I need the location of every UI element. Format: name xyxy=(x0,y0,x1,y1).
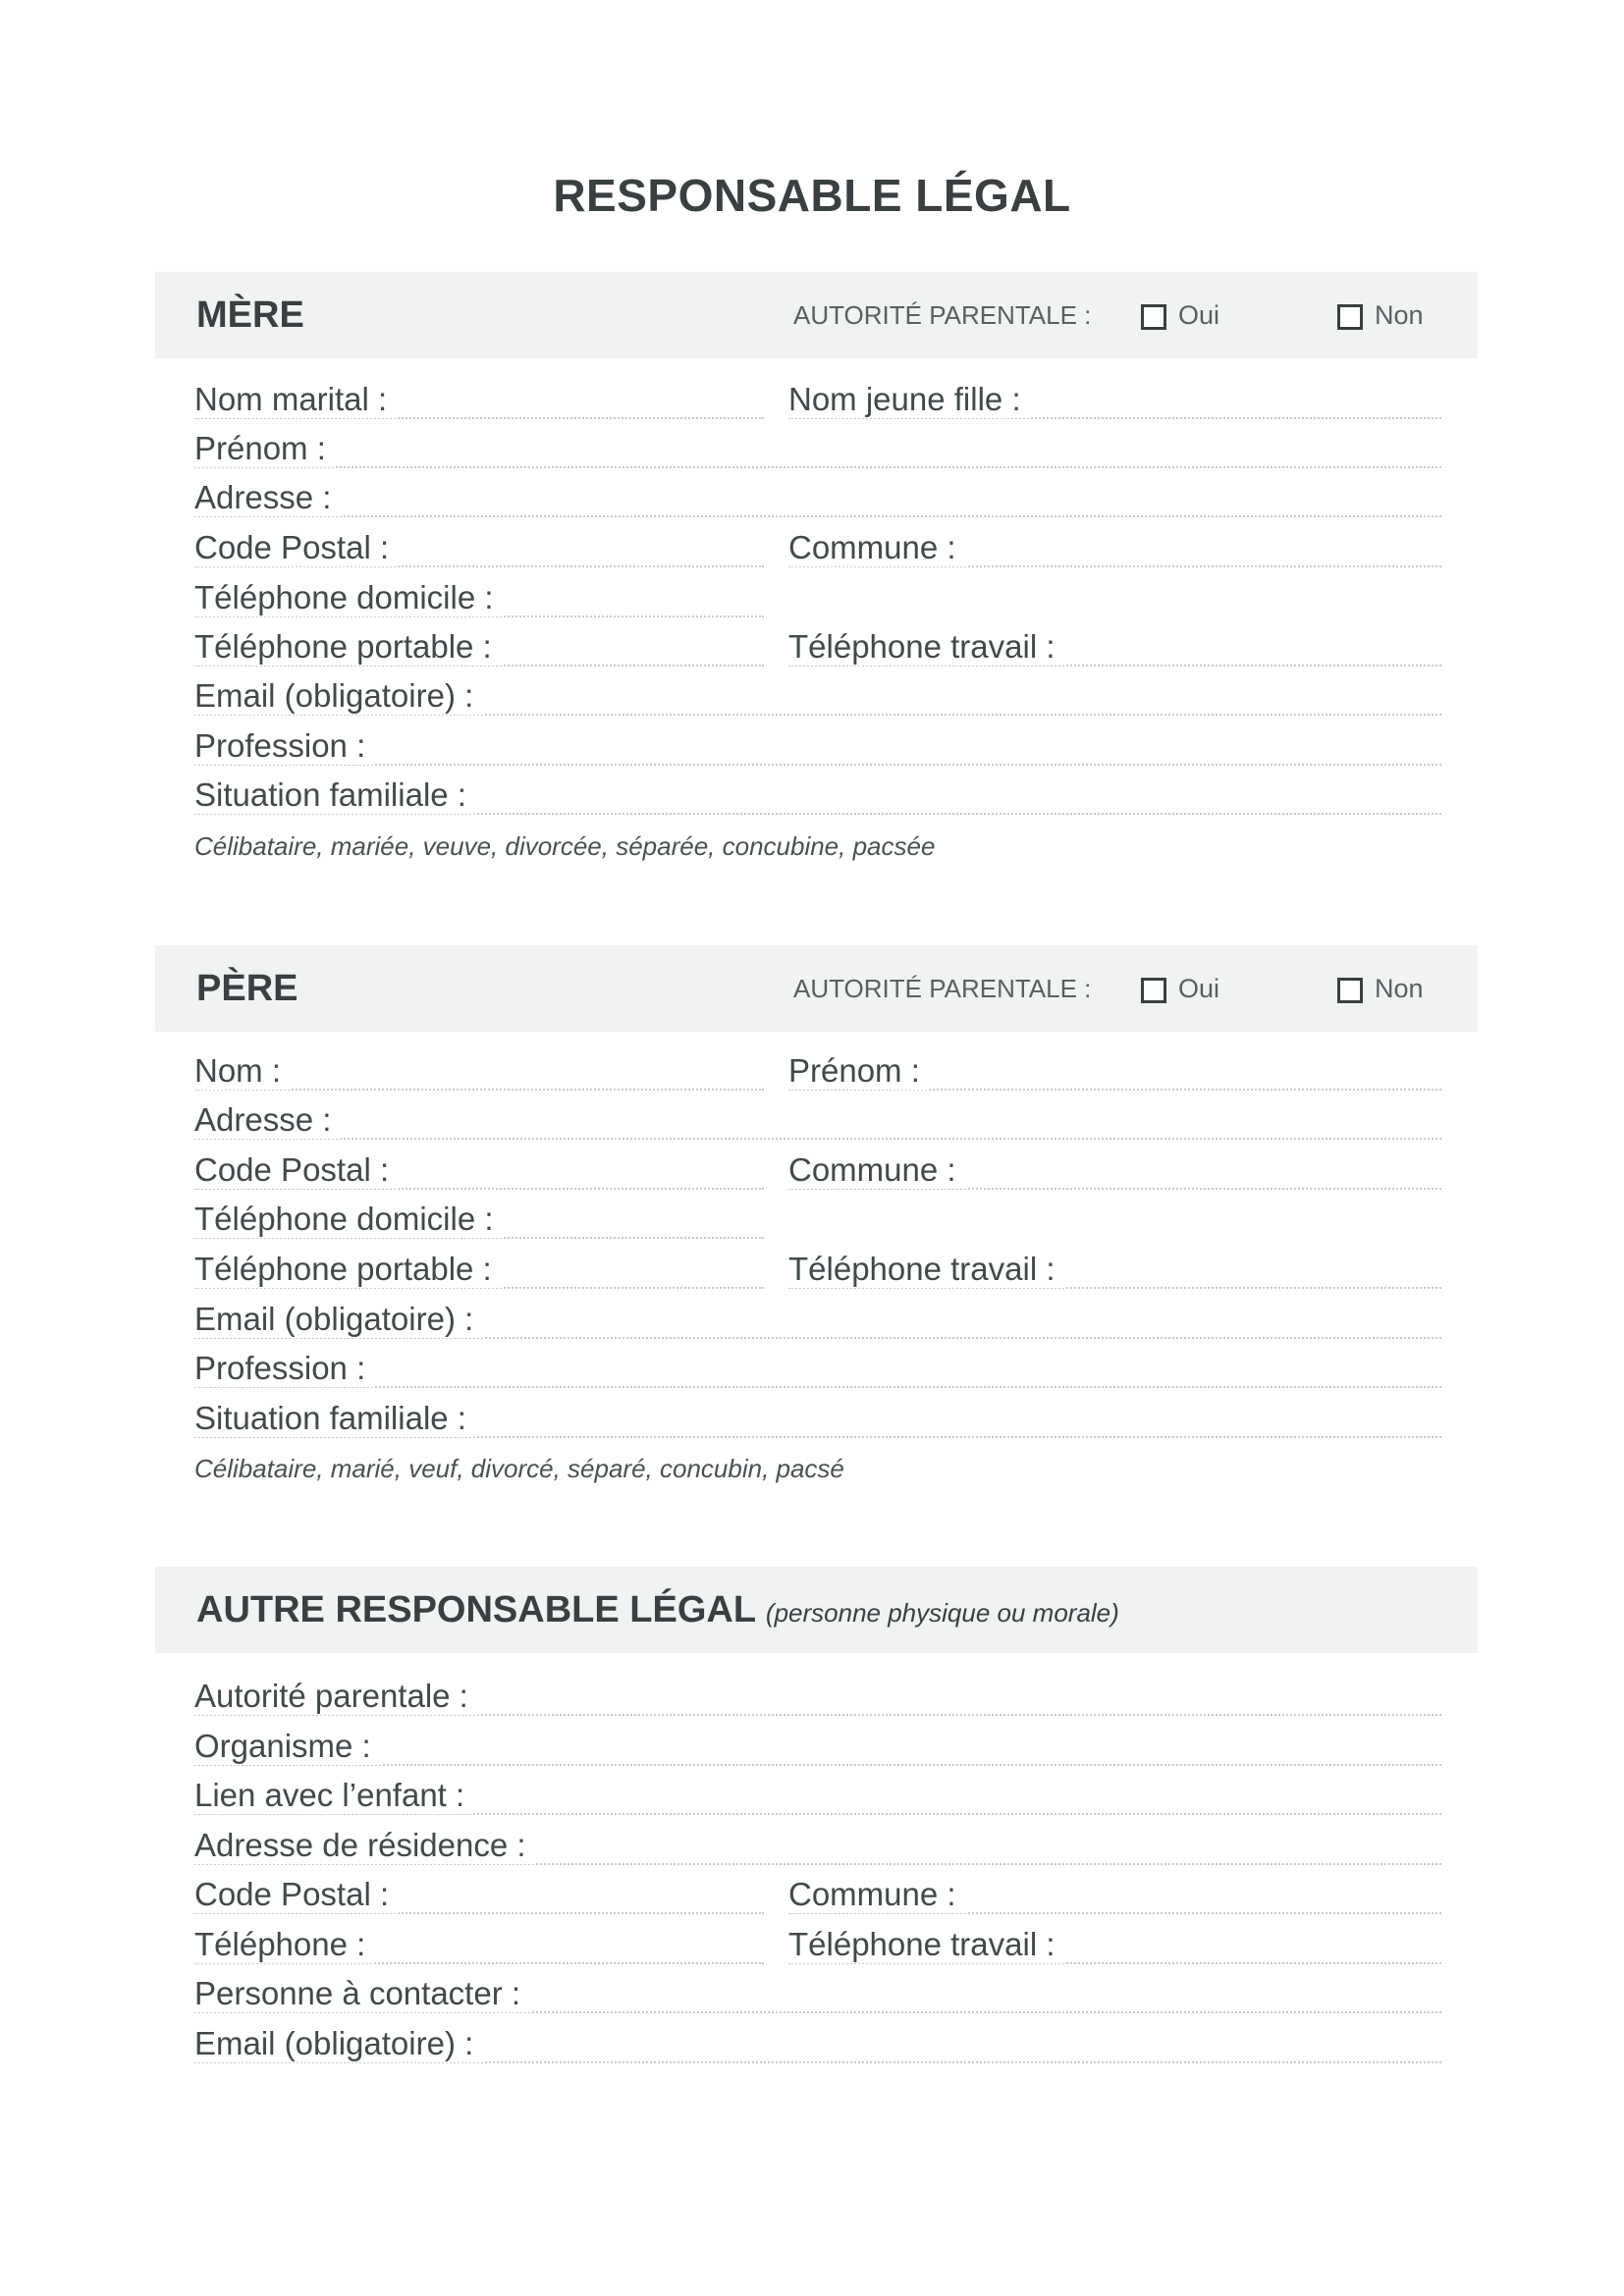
mother-profession-label: Profession : xyxy=(194,727,375,765)
mother-authority-yes-checkbox[interactable] xyxy=(1141,300,1219,330)
other-email-field[interactable] xyxy=(194,2022,1441,2071)
other-row-residence xyxy=(194,1824,1441,1873)
other-section-header xyxy=(155,1567,1478,1653)
mother-married-name-label: Nom marital : xyxy=(194,381,397,418)
father-status-options: Célibataire, marié, veuf, divorcé, séparé, concubin, pacsé xyxy=(194,1454,844,1483)
mother-maiden-name-label: Nom jeune fille : xyxy=(788,381,1031,418)
other-residence-field[interactable] xyxy=(194,1824,1441,1873)
father-work-phone-label: Téléphone travail : xyxy=(788,1251,1065,1288)
mother-mobile-phone-field[interactable] xyxy=(194,625,764,674)
father-authority-no-checkbox[interactable] xyxy=(1337,974,1424,1003)
yes-label: Oui xyxy=(1178,300,1220,330)
other-relation-label: Lien avec l’enfant : xyxy=(194,1777,474,1814)
mother-postal-code-field[interactable] xyxy=(194,526,764,575)
mother-row-names xyxy=(194,378,1441,427)
father-address-field[interactable] xyxy=(194,1098,1441,1148)
father-last-name-label: Nom : xyxy=(194,1052,291,1090)
mother-authority-no-checkbox[interactable] xyxy=(1337,300,1424,330)
other-email-label: Email (obligatoire) : xyxy=(194,2025,483,2062)
other-town-field[interactable] xyxy=(788,1873,1441,1922)
yes-label: Oui xyxy=(1178,974,1220,1003)
mother-married-name-field[interactable] xyxy=(194,378,764,427)
mother-address-field[interactable] xyxy=(194,476,1441,525)
other-organisation-label: Organisme : xyxy=(194,1728,381,1765)
mother-row-profession xyxy=(194,724,1441,774)
fill-line xyxy=(194,515,1441,517)
other-phone-field[interactable] xyxy=(194,1923,764,1972)
other-parental-authority-field[interactable] xyxy=(194,1675,1441,1724)
father-last-name-field[interactable] xyxy=(194,1049,764,1098)
father-mobile-phone-label: Téléphone portable : xyxy=(194,1251,502,1288)
father-family-status-label: Situation familiale : xyxy=(194,1400,476,1437)
checkbox-icon xyxy=(1337,978,1363,1003)
mother-row-email xyxy=(194,674,1441,723)
checkbox-icon xyxy=(1141,978,1166,1003)
father-address-label: Adresse : xyxy=(194,1101,341,1139)
mother-row-home-phone xyxy=(194,576,1441,625)
fill-line xyxy=(194,466,1441,468)
other-parental-authority-label: Autorité parentale : xyxy=(194,1678,478,1715)
father-email-label: Email (obligatoire) : xyxy=(194,1301,483,1338)
mother-first-name-field[interactable] xyxy=(194,427,1441,476)
father-home-phone-label: Téléphone domicile : xyxy=(194,1201,504,1238)
father-row-names xyxy=(194,1049,1441,1098)
other-phone-label: Téléphone : xyxy=(194,1926,375,1963)
other-relation-field[interactable] xyxy=(194,1774,1441,1823)
other-row-phones xyxy=(194,1923,1441,1972)
father-town-label: Commune : xyxy=(788,1151,966,1189)
father-row-address xyxy=(194,1098,1441,1148)
other-residence-label: Adresse de résidence : xyxy=(194,1827,536,1864)
other-row-authority xyxy=(194,1675,1441,1724)
fill-line xyxy=(194,1138,1441,1140)
father-work-phone-field[interactable] xyxy=(788,1248,1441,1297)
mother-town-label: Commune : xyxy=(788,529,966,566)
father-row-home-phone xyxy=(194,1198,1441,1247)
mother-address-label: Adresse : xyxy=(194,479,341,516)
other-work-phone-field[interactable] xyxy=(788,1923,1441,1972)
father-home-phone-field[interactable] xyxy=(194,1198,764,1247)
father-postal-code-field[interactable] xyxy=(194,1148,764,1198)
mother-email-label: Email (obligatoire) : xyxy=(194,677,483,715)
mother-postal-code-label: Code Postal : xyxy=(194,529,399,566)
mother-mobile-phone-label: Téléphone portable : xyxy=(194,628,502,666)
mother-work-phone-label: Téléphone travail : xyxy=(788,628,1065,666)
other-town-label: Commune : xyxy=(788,1876,966,1913)
fill-line xyxy=(194,1386,1441,1388)
father-row-family-status xyxy=(194,1397,1441,1446)
fill-line xyxy=(194,764,1441,766)
father-first-name-label: Prénom : xyxy=(788,1052,930,1090)
father-row-phones xyxy=(194,1248,1441,1297)
father-row-postal xyxy=(194,1148,1441,1198)
mother-row-postal xyxy=(194,526,1441,575)
mother-status-options: Célibataire, mariée, veuve, divorcée, séparée, concubine, pacsée xyxy=(194,831,936,861)
father-mobile-phone-field[interactable] xyxy=(194,1248,764,1297)
mother-family-status-field[interactable] xyxy=(194,774,1441,823)
mother-town-field[interactable] xyxy=(788,526,1441,575)
other-row-postal xyxy=(194,1873,1441,1922)
mother-email-field[interactable] xyxy=(194,674,1441,723)
father-authority-yes-checkbox[interactable] xyxy=(1141,974,1219,1003)
father-profession-label: Profession : xyxy=(194,1350,375,1387)
no-label: Non xyxy=(1375,974,1424,1003)
other-heading-note: (personne physique ou morale) xyxy=(765,1598,1119,1628)
other-row-relation xyxy=(194,1774,1441,1823)
father-town-field[interactable] xyxy=(788,1148,1441,1198)
mother-profession-field[interactable] xyxy=(194,724,1441,774)
mother-row-first-name xyxy=(194,427,1441,476)
other-contact-person-field[interactable] xyxy=(194,1972,1441,2021)
mother-home-phone-field[interactable] xyxy=(194,576,764,625)
mother-section-header xyxy=(155,272,1478,358)
mother-row-phones xyxy=(194,625,1441,674)
mother-maiden-name-field[interactable] xyxy=(788,378,1441,427)
mother-home-phone-label: Téléphone domicile : xyxy=(194,579,504,616)
father-section-header xyxy=(155,945,1478,1032)
other-organisation-field[interactable] xyxy=(194,1725,1441,1774)
father-family-status-field[interactable] xyxy=(194,1397,1441,1446)
checkbox-icon xyxy=(1337,304,1363,330)
no-label: Non xyxy=(1375,300,1424,330)
other-row-contact xyxy=(194,1972,1441,2021)
page-title: RESPONSABLE LÉGAL xyxy=(553,170,1071,221)
father-row-email xyxy=(194,1298,1441,1347)
mother-heading: MÈRE xyxy=(196,294,304,336)
fill-line xyxy=(194,1764,1441,1766)
father-row-profession xyxy=(194,1347,1441,1396)
father-email-field[interactable] xyxy=(194,1298,1441,1347)
mother-work-phone-field[interactable] xyxy=(788,625,1441,674)
mother-row-family-status xyxy=(194,774,1441,823)
other-postal-code-field[interactable] xyxy=(194,1873,764,1922)
father-first-name-field[interactable] xyxy=(788,1049,1441,1098)
other-heading-wrap xyxy=(196,1567,1119,1656)
other-row-organisation xyxy=(194,1725,1441,1774)
other-heading: AUTRE RESPONSABLE LÉGAL xyxy=(196,1589,756,1630)
father-authority-label: AUTORITÉ PARENTALE : xyxy=(793,974,1092,1003)
other-contact-person-label: Personne à contacter : xyxy=(194,1975,530,2012)
other-work-phone-label: Téléphone travail : xyxy=(788,1926,1065,1963)
other-postal-code-label: Code Postal : xyxy=(194,1876,399,1913)
father-profession-field[interactable] xyxy=(194,1347,1441,1396)
mother-authority-label: AUTORITÉ PARENTALE : xyxy=(793,300,1092,330)
mother-family-status-label: Situation familiale : xyxy=(194,776,476,814)
other-row-email xyxy=(194,2022,1441,2071)
mother-first-name-label: Prénom : xyxy=(194,430,336,467)
father-heading: PÈRE xyxy=(196,968,298,1009)
checkbox-icon xyxy=(1141,304,1166,330)
mother-row-address xyxy=(194,476,1441,525)
father-postal-code-label: Code Postal : xyxy=(194,1151,399,1189)
